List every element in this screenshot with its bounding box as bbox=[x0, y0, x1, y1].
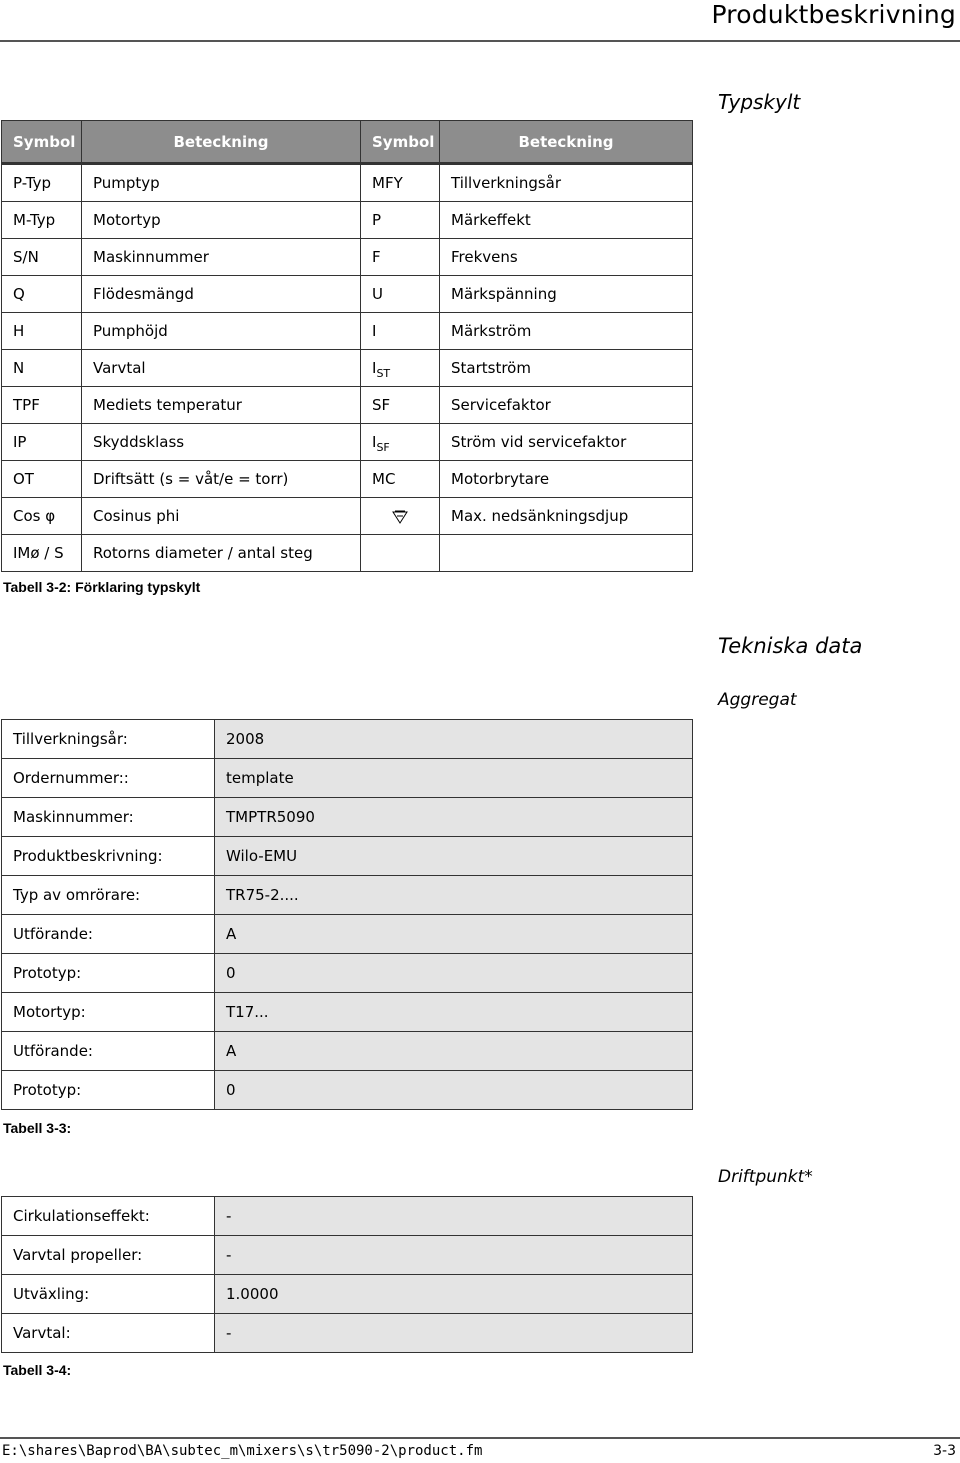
label-cell: Produktbeskrivning: bbox=[2, 837, 215, 876]
label-cell: Tillverkningsår: bbox=[2, 720, 215, 759]
value-cell: A bbox=[215, 915, 693, 954]
table-row bbox=[2, 1236, 693, 1275]
section-heading-tekniska-data: Tekniska data bbox=[718, 634, 863, 658]
value-cell: TR75-2.... bbox=[215, 876, 693, 915]
value-cell: 0 bbox=[215, 954, 693, 993]
header-symbol-1: Symbol bbox=[2, 121, 82, 164]
description-cell: Ström vid servicefaktor bbox=[440, 424, 693, 461]
symbol-cell: S/N bbox=[2, 239, 82, 276]
value-cell: 0 bbox=[215, 1071, 693, 1110]
label-cell: Maskinnummer: bbox=[2, 798, 215, 837]
label-cell: Varvtal: bbox=[2, 1314, 215, 1353]
table-row bbox=[2, 1197, 693, 1236]
table-row bbox=[2, 954, 693, 993]
table-row bbox=[2, 837, 693, 876]
description-cell: Flödesmängd bbox=[82, 276, 361, 313]
section-heading-typskylt: Typskylt bbox=[718, 90, 801, 114]
table-row bbox=[2, 720, 693, 759]
symbol-cell: OT bbox=[2, 461, 82, 498]
value-cell: Wilo-EMU bbox=[215, 837, 693, 876]
value-cell: 2008 bbox=[215, 720, 693, 759]
value-cell: - bbox=[215, 1314, 693, 1353]
description-cell: Max. nedsänkningsdjup bbox=[440, 498, 693, 535]
value-cell: A bbox=[215, 1032, 693, 1071]
water-level-triangle-icon bbox=[392, 510, 408, 524]
symbol-cell bbox=[361, 498, 440, 535]
symbol-cell: Q bbox=[2, 276, 82, 313]
symbol-table-header-row bbox=[2, 121, 693, 164]
symbol-cell: SF bbox=[361, 387, 440, 424]
page-header-title: Produktbeskrivning bbox=[711, 0, 956, 29]
symbol-subscript: SF bbox=[376, 441, 390, 454]
symbol-cell: IP bbox=[2, 424, 82, 461]
table-row bbox=[2, 1071, 693, 1110]
description-cell: Cosinus phi bbox=[82, 498, 361, 535]
description-cell: Frekvens bbox=[440, 239, 693, 276]
label-cell: Utförande: bbox=[2, 1032, 215, 1071]
symbol-cell bbox=[361, 424, 440, 461]
table-row bbox=[2, 276, 693, 313]
symbol-cell: N bbox=[2, 350, 82, 387]
section-heading-aggregat: Aggregat bbox=[718, 690, 797, 710]
symbol-main: I bbox=[372, 433, 377, 451]
value-cell: T17... bbox=[215, 993, 693, 1032]
table-row bbox=[2, 798, 693, 837]
description-cell: Tillverkningsår bbox=[440, 164, 693, 202]
description-cell: Pumptyp bbox=[82, 164, 361, 202]
value-cell: - bbox=[215, 1236, 693, 1275]
header-beteckning-2: Beteckning bbox=[440, 121, 693, 164]
description-cell: Servicefaktor bbox=[440, 387, 693, 424]
table-row bbox=[2, 350, 693, 387]
table-row bbox=[2, 424, 693, 461]
symbol-table bbox=[1, 120, 693, 572]
footer-file-path: E:\shares\Baprod\BA\subtec_m\mixers\s\tr5090-2\product.fm bbox=[2, 1443, 483, 1459]
table-row bbox=[2, 759, 693, 798]
table-row bbox=[2, 202, 693, 239]
label-cell: Utförande: bbox=[2, 915, 215, 954]
symbol-subscript: ST bbox=[376, 367, 391, 380]
table-row bbox=[2, 387, 693, 424]
table-row bbox=[2, 164, 693, 202]
table-row bbox=[2, 1314, 693, 1353]
description-cell: Rotorns diameter / antal steg bbox=[82, 535, 361, 572]
value-cell: TMPTR5090 bbox=[215, 798, 693, 837]
description-cell bbox=[440, 535, 693, 572]
driftpunkt-table bbox=[1, 1196, 693, 1353]
label-cell: Prototyp: bbox=[2, 954, 215, 993]
value-cell: - bbox=[215, 1197, 693, 1236]
table-row bbox=[2, 1275, 693, 1314]
symbol-cell: P-Typ bbox=[2, 164, 82, 202]
table-row bbox=[2, 313, 693, 350]
symbol-cell: IMø / S bbox=[2, 535, 82, 572]
value-cell: 1.0000 bbox=[215, 1275, 693, 1314]
section-heading-driftpunkt: Driftpunkt* bbox=[718, 1167, 813, 1187]
label-cell: Utväxling: bbox=[2, 1275, 215, 1314]
table-caption-driftpunkt: Tabell 3-4: bbox=[3, 1362, 72, 1378]
description-cell: Startström bbox=[440, 350, 693, 387]
symbol-cell: MFY bbox=[361, 164, 440, 202]
table-row bbox=[2, 993, 693, 1032]
table-caption-aggregat: Tabell 3-3: bbox=[3, 1120, 72, 1136]
table-row bbox=[2, 461, 693, 498]
table-row bbox=[2, 239, 693, 276]
header-beteckning-1: Beteckning bbox=[82, 121, 361, 164]
aggregat-table bbox=[1, 719, 693, 1110]
symbol-cell bbox=[361, 535, 440, 572]
footer-rule bbox=[0, 1437, 960, 1439]
table-caption-symbols: Tabell 3-2: Förklaring typskylt bbox=[3, 579, 201, 595]
table-row bbox=[2, 1032, 693, 1071]
table-row bbox=[2, 535, 693, 572]
description-cell: Märkspänning bbox=[440, 276, 693, 313]
description-cell: Motorbrytare bbox=[440, 461, 693, 498]
label-cell: Varvtal propeller: bbox=[2, 1236, 215, 1275]
symbol-cell: M-Typ bbox=[2, 202, 82, 239]
description-cell: Skyddsklass bbox=[82, 424, 361, 461]
label-cell: Cirkulationseffekt: bbox=[2, 1197, 215, 1236]
description-cell: Varvtal bbox=[82, 350, 361, 387]
description-cell: Märkeffekt bbox=[440, 202, 693, 239]
header-rule bbox=[0, 40, 960, 42]
symbol-cell: Cos φ bbox=[2, 498, 82, 535]
symbol-cell: U bbox=[361, 276, 440, 313]
description-cell: Pumphöjd bbox=[82, 313, 361, 350]
description-cell: Motortyp bbox=[82, 202, 361, 239]
symbol-cell: F bbox=[361, 239, 440, 276]
symbol-cell: MC bbox=[361, 461, 440, 498]
description-cell: Maskinnummer bbox=[82, 239, 361, 276]
table-row bbox=[2, 876, 693, 915]
symbol-main: I bbox=[372, 359, 377, 377]
label-cell: Ordernummer:: bbox=[2, 759, 215, 798]
symbol-cell: H bbox=[2, 313, 82, 350]
value-cell: template bbox=[215, 759, 693, 798]
label-cell: Typ av omrörare: bbox=[2, 876, 215, 915]
description-cell: Mediets temperatur bbox=[82, 387, 361, 424]
label-cell: Motortyp: bbox=[2, 993, 215, 1032]
description-cell: Driftsätt (s = våt/e = torr) bbox=[82, 461, 361, 498]
symbol-cell: TPF bbox=[2, 387, 82, 424]
symbol-cell bbox=[361, 350, 440, 387]
symbol-cell: P bbox=[361, 202, 440, 239]
description-cell: Märkström bbox=[440, 313, 693, 350]
header-symbol-2: Symbol bbox=[361, 121, 440, 164]
table-row bbox=[2, 915, 693, 954]
symbol-cell: I bbox=[361, 313, 440, 350]
label-cell: Prototyp: bbox=[2, 1071, 215, 1110]
table-row bbox=[2, 498, 693, 535]
footer-page-number: 3-3 bbox=[933, 1443, 956, 1459]
